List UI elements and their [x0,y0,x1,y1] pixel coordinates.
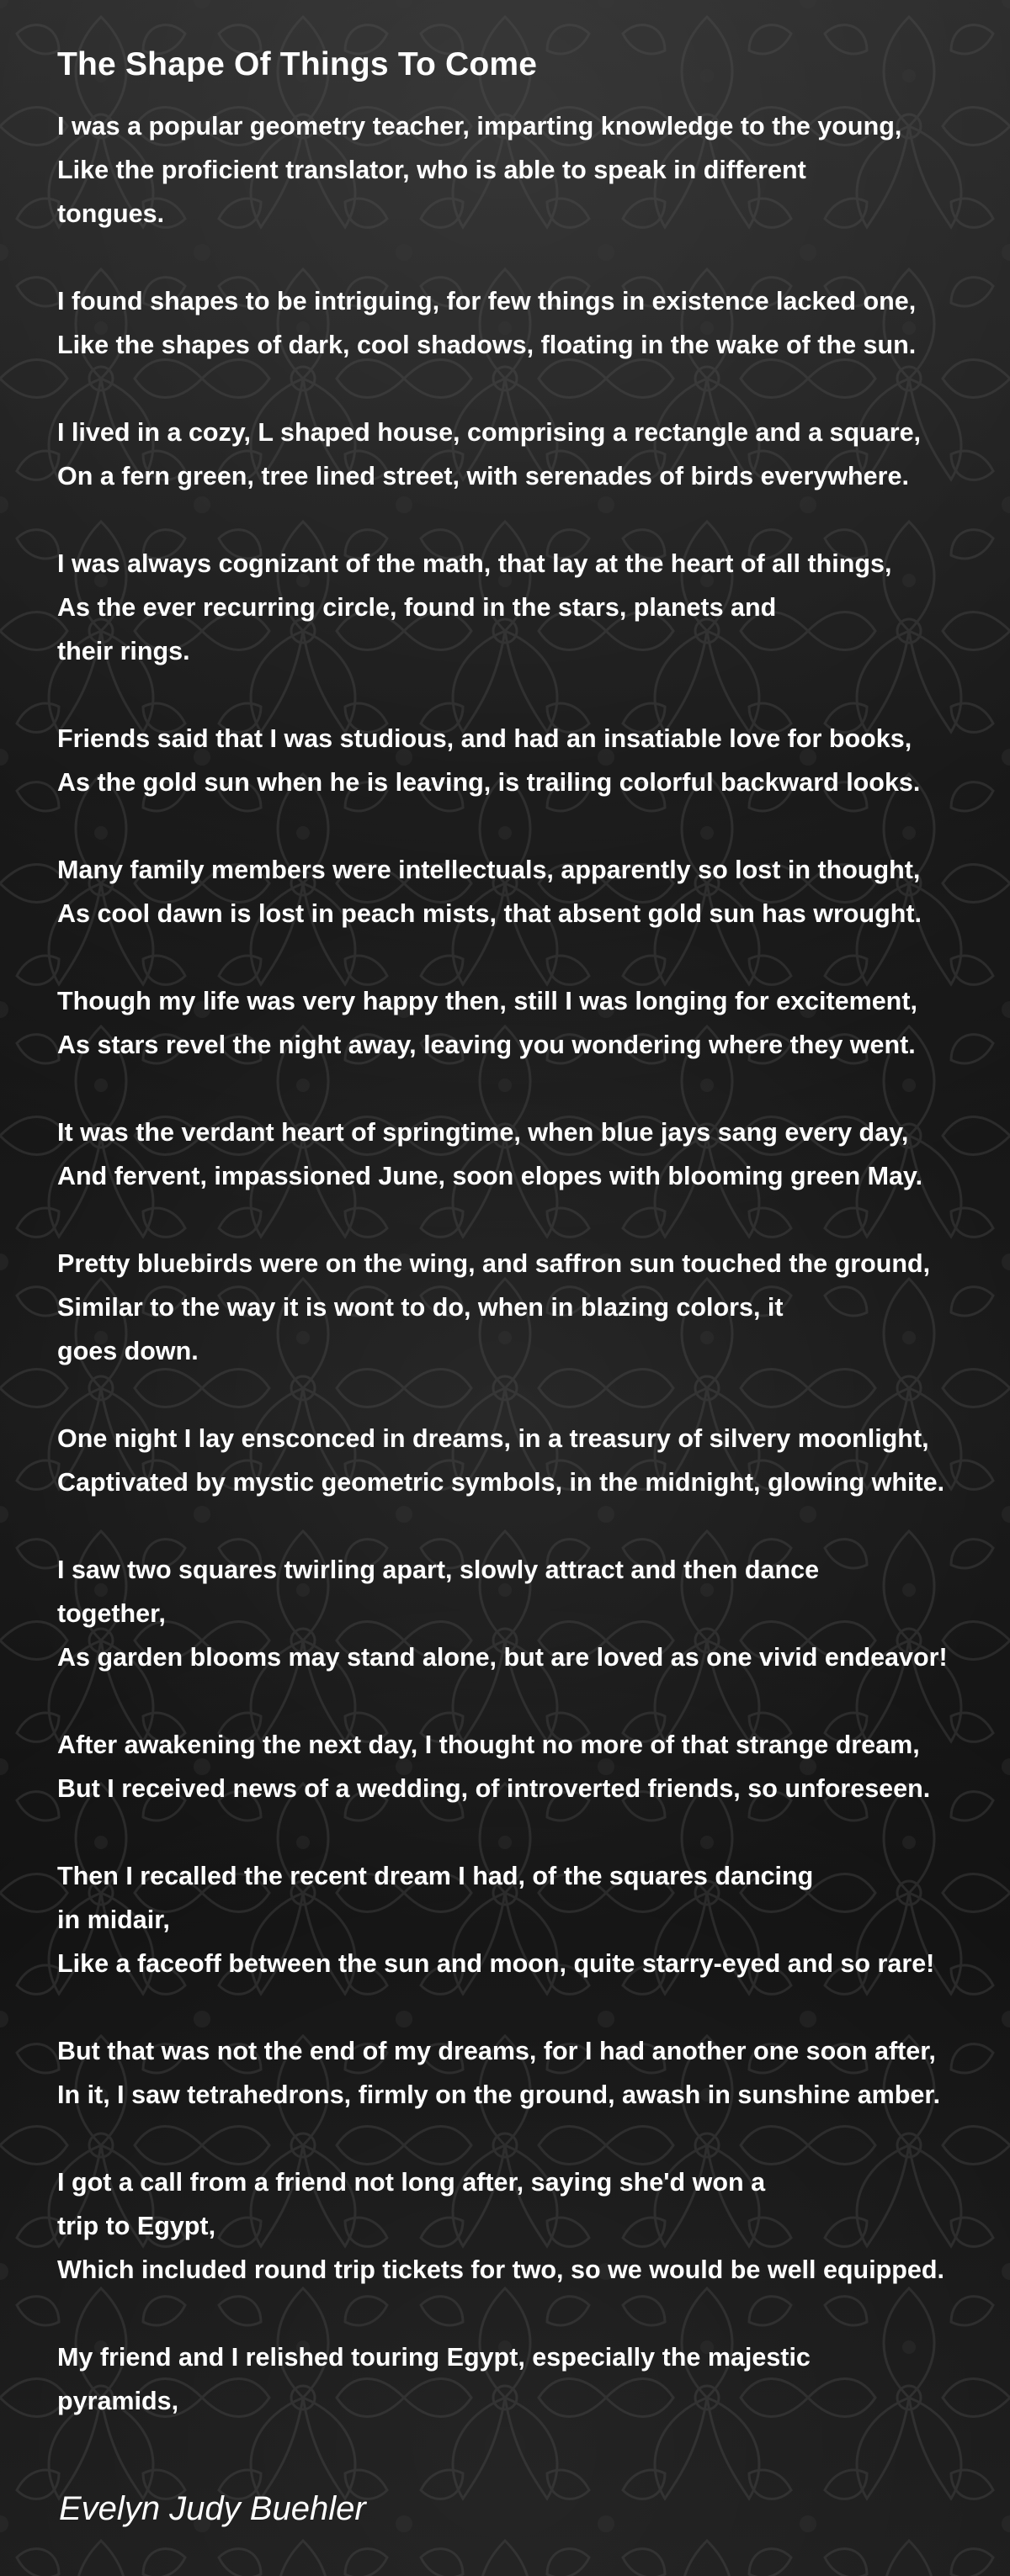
poem-stanza [57,2160,1003,2292]
poem-line: pyramids, [57,2387,179,2415]
poem-line: Similar to the way it is wont to do, when in blazing colors, it [57,1293,784,1322]
poem-line: One night I lay ensconced in dreams, in a treasury of silvery moonlight, [57,1424,929,1453]
poem-line: Captivated by mystic geometric symbols, in the midnight, glowing white. [57,1468,945,1497]
poem-stanza [57,279,1003,367]
poem-stanza [57,1854,1003,1985]
poem-stanza [57,2335,1003,2423]
poem-line: I saw two squares twirling apart, slowly attract and then dance [57,1556,820,1584]
poem-line: their rings. [57,637,190,665]
poem-line: I was a popular geometry teacher, imparting knowledge to the young, [57,112,902,140]
poem-line: Many family members were intellectuals, apparently so lost in thought, [57,856,921,884]
poem-stanza [57,848,1003,936]
poem-line: in midair, [57,1905,170,1934]
poem-line: tongues. [57,199,165,228]
poem-line: As the ever recurring circle, found in the stars, planets and [57,593,777,622]
poem-line: I found shapes to be intriguing, for few things in existence lacked one, [57,287,917,315]
poem-stanza [57,2029,1003,2117]
poem-line: Which included round trip tickets for two, so we would be well equipped. [57,2255,944,2284]
poem-line: But that was not the end of my dreams, for I had another one soon after, [57,2037,936,2065]
poem-line: together, [57,1599,166,1628]
poem-line: I got a call from a friend not long after, saying she'd won a [57,2168,766,2197]
poem-line: Like the shapes of dark, cool shadows, floating in the wake of the sun. [57,331,917,359]
poem-line: Then I recalled the recent dream I had, of the squares dancing [57,1862,814,1890]
poem-line: goes down. [57,1337,199,1365]
poem-stanza [57,979,1003,1067]
poem-line: Like the proficient translator, who is able to speak in different [57,156,806,184]
poem-line: trip to Egypt, [57,2212,216,2240]
poem-line: And fervent, impassioned June, soon elopes with blooming green May. [57,1162,923,1190]
poem-line: Friends said that I was studious, and had an insatiable love for books, [57,724,912,753]
poem-card [57,35,1003,2467]
poem-stanza [57,1548,1003,1679]
poem-line: As the gold sun when he is leaving, is trailing colorful backward looks. [57,768,921,797]
poem-title: The Shape Of Things To Come [57,46,538,82]
poem-line: As cool dawn is lost in peach mists, that absent gold sun has wrought. [57,899,922,928]
poem-line: My friend and I relished touring Egypt, especially the majestic [57,2343,811,2372]
poem-line: As stars revel the night away, leaving you wondering where they went. [57,1031,916,1059]
poem-stanza [57,1723,1003,1810]
poem-stanza [57,1110,1003,1198]
poem-stanza [57,542,1003,673]
poem-body [57,104,1003,2423]
poem-stanza [57,1417,1003,1504]
poem-line: Pretty bluebirds were on the wing, and saffron sun touched the ground, [57,1249,931,1278]
poem-stanza [57,1242,1003,1373]
poem-stanza [57,411,1003,498]
poem-stanza [57,717,1003,804]
poem-line: I lived in a cozy, L shaped house, comprising a rectangle and a square, [57,418,922,447]
poem-line: On a fern green, tree lined street, with serenades of birds everywhere. [57,462,909,490]
poem-line: As garden blooms may stand alone, but are loved as one vivid endeavor! [57,1643,948,1672]
poem-line: After awakening the next day, I thought no more of that strange dream, [57,1731,920,1759]
poem-line: But I received news of a wedding, of introverted friends, so unforeseen. [57,1774,931,1803]
poem-line: In it, I saw tetrahedrons, firmly on the ground, awash in sunshine amber. [57,2080,941,2109]
poem-author: Evelyn Judy Buehler [59,2490,366,2527]
poem-line: It was the verdant heart of springtime, when blue jays sang every day, [57,1118,909,1147]
poem-line: I was always cognizant of the math, that lay at the heart of all things, [57,549,892,578]
poem-line: Like a faceoff between the sun and moon, quite starry-eyed and so rare! [57,1949,935,1978]
poem-stanza [57,104,1003,236]
poem-line: Though my life was very happy then, still I was longing for excitement, [57,987,917,1015]
